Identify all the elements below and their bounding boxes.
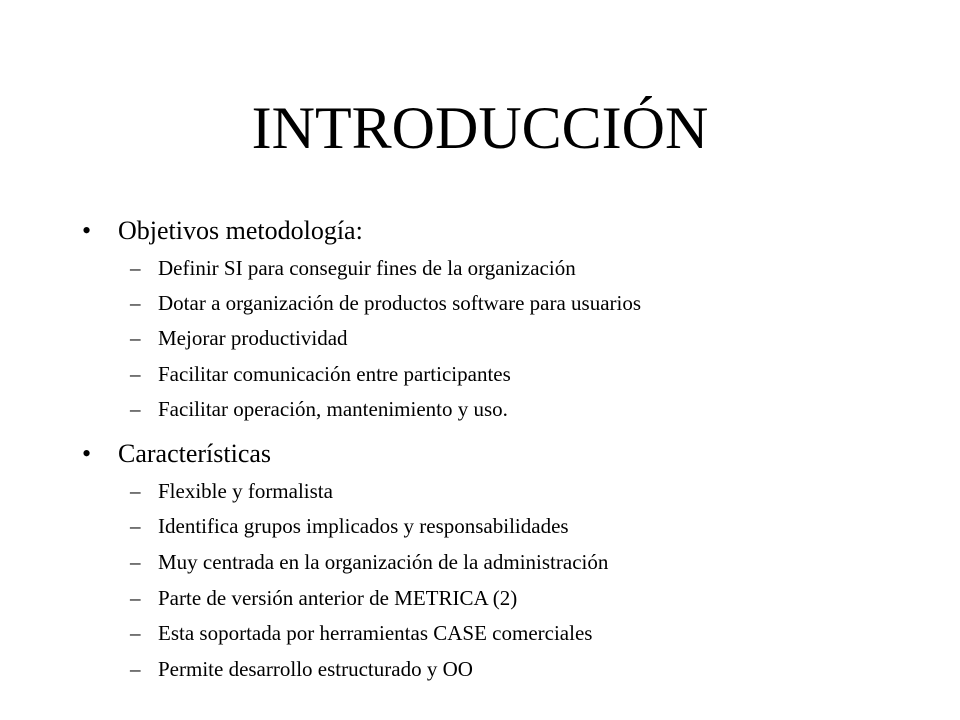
dash-marker: – (130, 514, 141, 539)
list-item-text: Dotar a organización de productos software para usuarios (158, 291, 642, 316)
dash-marker: – (130, 478, 141, 503)
list-item (82, 356, 922, 391)
list-item (82, 615, 922, 651)
list-item-text: Muy centrada en la organización de la administración (158, 549, 609, 574)
dash-marker: – (130, 397, 141, 422)
dash-marker: – (130, 255, 141, 280)
bullet-heading: Objetivos metodología: (118, 216, 363, 245)
list-item (82, 321, 922, 356)
bullet-heading: Características (118, 438, 272, 468)
list-item-text: Permite desarrollo estructurado y OO (158, 656, 473, 681)
bullet-caracteristicas (82, 435, 922, 473)
list-item-text: Mejorar productividad (158, 326, 348, 351)
list-item (82, 580, 922, 616)
dash-marker: – (130, 585, 141, 610)
list-item (82, 392, 922, 427)
dash-marker: – (130, 549, 141, 574)
list-item-text: Facilitar comunicación entre participantes (158, 361, 511, 386)
dash-marker: – (130, 291, 141, 316)
objetivos-list (82, 250, 922, 427)
list-item-text: Identifica grupos implicados y responsabilidades (158, 514, 569, 539)
dash-marker: – (130, 326, 141, 351)
bullet-objetivos (82, 212, 922, 250)
list-item-text: Parte de versión anterior de METRICA (2) (158, 585, 518, 610)
bullet-marker: • (82, 438, 92, 468)
list-item (82, 544, 922, 580)
dash-marker: – (130, 621, 141, 646)
list-item (82, 509, 922, 545)
list-item-text: Flexible y formalista (158, 478, 333, 503)
bullet-marker: • (82, 216, 92, 245)
dash-marker: – (130, 361, 141, 386)
list-item-text: Facilitar operación, mantenimiento y uso. (158, 397, 508, 422)
list-item-text: Definir SI para conseguir fines de la organización (158, 255, 576, 280)
list-item (82, 250, 922, 285)
list-item (82, 651, 922, 687)
slide-content (82, 212, 922, 695)
caracteristicas-list (82, 473, 922, 687)
dash-marker: – (130, 656, 141, 681)
list-item-text: Esta soportada por herramientas CASE comerciales (158, 621, 593, 646)
list-item (82, 285, 922, 320)
slide-title: INTRODUCCIÓN (251, 95, 709, 161)
list-item (82, 473, 922, 509)
